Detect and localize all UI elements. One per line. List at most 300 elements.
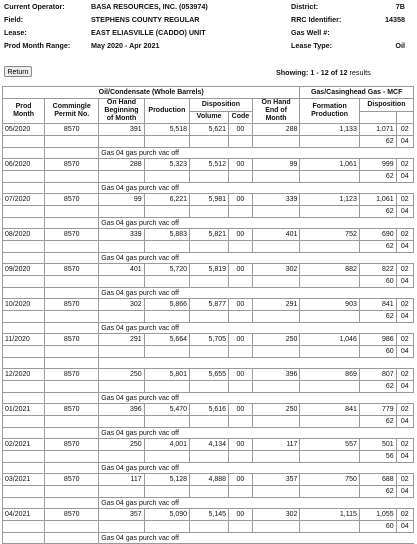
on-hand-beginning-cell: 401 xyxy=(99,264,144,276)
remark-cell xyxy=(99,358,414,369)
formation-production-cell: 1,061 xyxy=(300,159,359,171)
empty-cell xyxy=(99,416,144,428)
empty-cell xyxy=(3,311,45,323)
permit-cell: 8570 xyxy=(45,334,99,346)
empty-cell xyxy=(144,136,189,148)
table-row-remark xyxy=(3,428,414,439)
gas-disposition-code-cell: 02 xyxy=(396,264,413,276)
gas-disposition-volume-cell: 62 xyxy=(359,381,396,393)
empty-cell xyxy=(45,148,99,159)
empty-cell xyxy=(229,346,253,358)
empty-cell xyxy=(99,241,144,253)
gas-disposition-code-cell: 02 xyxy=(396,439,413,451)
table-row-detail xyxy=(3,206,414,218)
empty-cell xyxy=(99,381,144,393)
on-hand-end-cell: 250 xyxy=(252,404,300,416)
empty-cell xyxy=(3,521,45,533)
empty-cell xyxy=(45,136,99,148)
on-hand-beginning-cell: 99 xyxy=(99,194,144,206)
production-cell: 5,720 xyxy=(144,264,189,276)
empty-cell xyxy=(45,253,99,264)
table-row-remark xyxy=(3,218,414,229)
empty-cell xyxy=(45,218,99,229)
permit-cell: 8570 xyxy=(45,159,99,171)
empty-cell xyxy=(45,288,99,299)
on-hand-end-cell: 302 xyxy=(252,264,300,276)
empty-cell xyxy=(190,521,229,533)
lease-type-label: Lease Type: xyxy=(291,41,333,50)
disposition-volume-cell: 5,655 xyxy=(190,369,229,381)
gas-well-label: Gas Well #: xyxy=(291,28,330,37)
on-hand-end-cell: 291 xyxy=(252,299,300,311)
disposition-volume-cell: 5,145 xyxy=(190,509,229,521)
table-row-remark xyxy=(3,253,414,264)
rrc-identifier-label: RRC Identifier: xyxy=(291,15,342,24)
empty-cell xyxy=(300,451,359,463)
on-hand-end-cell: 396 xyxy=(252,369,300,381)
formation-production-cell: 841 xyxy=(300,404,359,416)
empty-cell xyxy=(99,346,144,358)
table-row xyxy=(3,404,414,416)
production-table xyxy=(2,86,414,544)
prod-month-cell: 07/2020 xyxy=(3,194,45,206)
formation-production-header: Formation Production xyxy=(300,99,359,124)
disposition-code-cell: 00 xyxy=(229,474,253,486)
on-hand-end-cell: 357 xyxy=(252,474,300,486)
empty-cell xyxy=(45,183,99,194)
return-button[interactable]: Return xyxy=(4,66,32,77)
empty-cell xyxy=(3,533,45,544)
gas-disposition-volume-cell: 56 xyxy=(359,451,396,463)
table-row-detail xyxy=(3,241,414,253)
empty-cell xyxy=(3,253,45,264)
empty-cell xyxy=(190,346,229,358)
remark-cell: Gas 04 gas purch vac off xyxy=(99,218,414,229)
showing-suffix: results xyxy=(349,68,371,77)
production-cell: 5,883 xyxy=(144,229,189,241)
empty-cell xyxy=(99,451,144,463)
empty-cell xyxy=(252,276,300,288)
formation-production-cell: 752 xyxy=(300,229,359,241)
empty-cell xyxy=(229,136,253,148)
empty-cell xyxy=(3,218,45,229)
on-hand-end-header: On Hand End of Month xyxy=(252,99,300,124)
formation-production-cell: 903 xyxy=(300,299,359,311)
on-hand-end-cell: 288 xyxy=(252,124,300,136)
empty-cell xyxy=(3,323,45,334)
on-hand-end-cell: 302 xyxy=(252,509,300,521)
disposition-code-cell: 00 xyxy=(229,509,253,521)
disposition-volume-cell: 4,888 xyxy=(190,474,229,486)
disposition-code-cell: 00 xyxy=(229,264,253,276)
empty-cell xyxy=(3,171,45,183)
gas-disposition-volume-cell: 62 xyxy=(359,171,396,183)
empty-cell xyxy=(144,346,189,358)
table-row-remark xyxy=(3,393,414,404)
remark-cell: Gas 04 gas purch vac off xyxy=(99,498,414,509)
empty-cell xyxy=(45,486,99,498)
disposition-volume-cell: 5,616 xyxy=(190,404,229,416)
empty-cell xyxy=(300,416,359,428)
district-value: 7B xyxy=(395,2,405,11)
disposition-volume-cell: 4,134 xyxy=(190,439,229,451)
empty-cell xyxy=(190,381,229,393)
formation-production-cell: 1,046 xyxy=(300,334,359,346)
lease-label: Lease: xyxy=(4,28,27,37)
disposition-volume-cell: 5,819 xyxy=(190,264,229,276)
empty-cell xyxy=(252,206,300,218)
empty-cell xyxy=(99,136,144,148)
empty-cell xyxy=(45,358,99,369)
empty-cell xyxy=(229,311,253,323)
formation-production-cell: 750 xyxy=(300,474,359,486)
gas-disposition-volume-cell: 999 xyxy=(359,159,396,171)
lease-type-value: Oil xyxy=(395,41,405,50)
empty-cell xyxy=(3,288,45,299)
disposition-code-cell: 00 xyxy=(229,334,253,346)
gas-disposition-code-cell: 02 xyxy=(396,334,413,346)
table-row xyxy=(3,159,414,171)
empty-cell xyxy=(144,171,189,183)
table-row-detail xyxy=(3,136,414,148)
empty-cell xyxy=(45,533,99,544)
gas-disposition-volume-cell: 986 xyxy=(359,334,396,346)
field-value: STEPHENS COUNTY REGULAR xyxy=(91,15,200,24)
gas-disposition-code-cell: 04 xyxy=(396,241,413,253)
table-row-remark xyxy=(3,183,414,194)
empty-cell xyxy=(45,451,99,463)
gas-disposition-volume-cell: 60 xyxy=(359,346,396,358)
empty-cell xyxy=(45,323,99,334)
empty-cell xyxy=(45,311,99,323)
gas-disposition-code-cell: 02 xyxy=(396,229,413,241)
empty-cell xyxy=(144,521,189,533)
prod-month-cell: 01/2021 xyxy=(3,404,45,416)
table-row xyxy=(3,264,414,276)
empty-cell xyxy=(99,171,144,183)
disposition-header: Disposition xyxy=(190,99,253,112)
empty-cell xyxy=(300,276,359,288)
prod-month-cell: 12/2020 xyxy=(3,369,45,381)
production-cell: 5,518 xyxy=(144,124,189,136)
table-row xyxy=(3,509,414,521)
permit-cell: 8570 xyxy=(45,229,99,241)
empty-cell xyxy=(300,521,359,533)
disposition-volume-cell: 5,821 xyxy=(190,229,229,241)
disposition-code-cell: 00 xyxy=(229,159,253,171)
empty-cell xyxy=(3,463,45,474)
table-row-remark xyxy=(3,323,414,334)
table-row-remark xyxy=(3,148,414,159)
disposition-code-cell: 00 xyxy=(229,229,253,241)
empty-cell xyxy=(252,136,300,148)
remark-cell: Gas 04 gas purch vac off xyxy=(99,428,414,439)
empty-cell xyxy=(3,393,45,404)
showing-label: Showing: xyxy=(276,68,309,77)
remark-cell: Gas 04 gas purch vac off xyxy=(99,463,414,474)
disposition-code-cell: 00 xyxy=(229,194,253,206)
empty-cell xyxy=(3,486,45,498)
empty-cell xyxy=(252,381,300,393)
empty-cell xyxy=(45,393,99,404)
disposition-code-cell: 00 xyxy=(229,439,253,451)
lease-header xyxy=(0,0,417,60)
permit-cell: 8570 xyxy=(45,299,99,311)
empty-cell xyxy=(229,171,253,183)
empty-cell xyxy=(300,311,359,323)
oil-group-header: Oil/Condensate (Whole Barrels) xyxy=(3,87,300,99)
empty-cell xyxy=(252,486,300,498)
production-header: Production xyxy=(144,99,189,124)
empty-cell xyxy=(3,428,45,439)
remark-cell: Gas 04 gas purch vac off xyxy=(99,288,414,299)
table-row xyxy=(3,474,414,486)
gas-disposition-code-cell: 02 xyxy=(396,159,413,171)
formation-production-cell: 557 xyxy=(300,439,359,451)
field-label: Field: xyxy=(4,15,24,24)
empty-cell xyxy=(45,276,99,288)
table-row-detail xyxy=(3,346,414,358)
empty-cell xyxy=(3,358,45,369)
empty-cell xyxy=(99,311,144,323)
gas-disposition-code-cell: 04 xyxy=(396,346,413,358)
month-range-value: May 2020 - Apr 2021 xyxy=(91,41,160,50)
production-cell: 6,221 xyxy=(144,194,189,206)
permit-cell: 8570 xyxy=(45,509,99,521)
empty-cell xyxy=(3,498,45,509)
production-cell: 5,090 xyxy=(144,509,189,521)
empty-cell xyxy=(3,241,45,253)
empty-cell xyxy=(144,206,189,218)
table-row xyxy=(3,124,414,136)
gas-disposition-volume-cell: 779 xyxy=(359,404,396,416)
empty-cell xyxy=(190,416,229,428)
table-row-detail xyxy=(3,276,414,288)
empty-cell xyxy=(45,381,99,393)
gas-disposition-volume-cell: 1,055 xyxy=(359,509,396,521)
empty-cell xyxy=(190,311,229,323)
on-hand-beginning-cell: 396 xyxy=(99,404,144,416)
commingle-permit-header: Commingle Permit No. xyxy=(45,99,99,124)
gas-disposition-code-cell: 04 xyxy=(396,311,413,323)
table-row-detail xyxy=(3,486,414,498)
on-hand-beginning-cell: 291 xyxy=(99,334,144,346)
gas-disposition-volume-cell: 62 xyxy=(359,486,396,498)
empty-cell xyxy=(45,521,99,533)
disposition-volume-cell: 5,981 xyxy=(190,194,229,206)
table-row xyxy=(3,369,414,381)
empty-cell xyxy=(300,241,359,253)
empty-cell xyxy=(300,136,359,148)
remark-cell: Gas 04 gas purch vac off xyxy=(99,323,414,334)
empty-cell xyxy=(99,521,144,533)
table-row-remark xyxy=(3,533,414,544)
gas-disposition-volume-cell: 688 xyxy=(359,474,396,486)
table-row-remark xyxy=(3,463,414,474)
gas-disposition-volume-cell: 1,061 xyxy=(359,194,396,206)
table-row-remark xyxy=(3,288,414,299)
table-row-detail xyxy=(3,451,414,463)
results-count xyxy=(276,68,371,77)
empty-cell xyxy=(144,311,189,323)
empty-cell xyxy=(229,381,253,393)
gas-disposition-code-cell: 02 xyxy=(396,474,413,486)
operator-value: BASA RESOURCES, INC. (053974) xyxy=(91,2,208,11)
permit-cell: 8570 xyxy=(45,194,99,206)
empty-cell xyxy=(3,136,45,148)
empty-cell xyxy=(45,346,99,358)
empty-cell xyxy=(300,346,359,358)
empty-cell xyxy=(3,183,45,194)
gas-disposition-code-cell: 04 xyxy=(396,276,413,288)
empty-cell xyxy=(252,521,300,533)
empty-cell xyxy=(45,416,99,428)
empty-cell xyxy=(45,171,99,183)
formation-production-cell: 869 xyxy=(300,369,359,381)
remark-cell: Gas 04 gas purch vac off xyxy=(99,183,414,194)
prod-month-cell: 05/2020 xyxy=(3,124,45,136)
gas-disposition-volume-cell: 62 xyxy=(359,416,396,428)
empty-cell xyxy=(99,486,144,498)
production-cell: 5,664 xyxy=(144,334,189,346)
permit-cell: 8570 xyxy=(45,474,99,486)
gas-disposition-code-cell: 02 xyxy=(396,194,413,206)
empty-cell xyxy=(144,416,189,428)
permit-cell: 8570 xyxy=(45,264,99,276)
table-row xyxy=(3,439,414,451)
gas-disposition-volume-cell: 841 xyxy=(359,299,396,311)
empty-cell xyxy=(190,136,229,148)
permit-cell: 8570 xyxy=(45,369,99,381)
disposition-code-cell: 00 xyxy=(229,404,253,416)
on-hand-end-cell: 117 xyxy=(252,439,300,451)
disposition-code-cell: 00 xyxy=(229,369,253,381)
on-hand-beginning-cell: 339 xyxy=(99,229,144,241)
on-hand-end-cell: 401 xyxy=(252,229,300,241)
operator-label: Current Operator: xyxy=(4,2,65,11)
gas-disposition-volume-cell: 62 xyxy=(359,206,396,218)
empty-cell xyxy=(300,206,359,218)
empty-cell xyxy=(3,206,45,218)
empty-cell xyxy=(190,276,229,288)
showing-range: 1 - 12 of 12 xyxy=(310,68,348,77)
empty-cell xyxy=(229,486,253,498)
remark-cell: Gas 04 gas purch vac off xyxy=(99,253,414,264)
on-hand-beginning-header: On Hand Beginning of Month xyxy=(99,99,144,124)
table-row-detail xyxy=(3,416,414,428)
gas-group-header: Gas/Casinghead Gas - MCF xyxy=(300,87,414,99)
gas-disposition-volume-cell: 807 xyxy=(359,369,396,381)
empty-cell xyxy=(300,381,359,393)
gas-disposition-volume-cell: 1,071 xyxy=(359,124,396,136)
on-hand-beginning-cell: 302 xyxy=(99,299,144,311)
formation-production-cell: 1,123 xyxy=(300,194,359,206)
gas-disposition-volume-cell: 501 xyxy=(359,439,396,451)
empty-cell xyxy=(45,463,99,474)
prod-month-cell: 08/2020 xyxy=(3,229,45,241)
on-hand-beginning-cell: 250 xyxy=(99,369,144,381)
empty-cell xyxy=(99,276,144,288)
district-label: District: xyxy=(291,2,319,11)
remark-cell: Gas 04 gas purch vac off xyxy=(99,533,414,544)
gas-disposition-volume-cell: 62 xyxy=(359,311,396,323)
production-cell: 5,470 xyxy=(144,404,189,416)
empty-cell xyxy=(252,451,300,463)
disposition-volume-cell: 5,512 xyxy=(190,159,229,171)
prod-month-cell: 09/2020 xyxy=(3,264,45,276)
gas-disposition-header: Disposition xyxy=(359,99,413,112)
empty-cell xyxy=(190,451,229,463)
gas-disposition-volume-cell: 60 xyxy=(359,276,396,288)
on-hand-beginning-cell: 391 xyxy=(99,124,144,136)
gas-disposition-code-cell: 04 xyxy=(396,486,413,498)
table-row-remark xyxy=(3,498,414,509)
disposition-code-cell: 00 xyxy=(229,299,253,311)
empty-cell xyxy=(229,206,253,218)
prod-month-cell: 04/2021 xyxy=(3,509,45,521)
table-row xyxy=(3,334,414,346)
gas-disposition-volume-cell: 62 xyxy=(359,136,396,148)
empty-cell xyxy=(229,241,253,253)
empty-cell xyxy=(3,276,45,288)
gas-disposition-volume-cell: 62 xyxy=(359,241,396,253)
gas-disposition-code-cell: 02 xyxy=(396,509,413,521)
permit-cell: 8570 xyxy=(45,404,99,416)
on-hand-end-cell: 250 xyxy=(252,334,300,346)
production-cell: 4,001 xyxy=(144,439,189,451)
empty-cell xyxy=(252,171,300,183)
empty-cell xyxy=(300,171,359,183)
table-row-remark xyxy=(3,358,414,369)
permit-cell: 8570 xyxy=(45,439,99,451)
prod-month-header: Prod Month xyxy=(3,99,45,124)
empty-cell xyxy=(252,241,300,253)
empty-cell xyxy=(45,428,99,439)
formation-production-cell: 1,133 xyxy=(300,124,359,136)
gas-disposition-code-cell: 02 xyxy=(396,404,413,416)
empty-cell xyxy=(229,521,253,533)
gas-disposition-code-cell: 04 xyxy=(396,416,413,428)
empty-cell xyxy=(252,416,300,428)
disposition-code-cell: 00 xyxy=(229,124,253,136)
empty-cell xyxy=(144,241,189,253)
empty-cell xyxy=(3,346,45,358)
empty-cell xyxy=(229,416,253,428)
gas-disposition-code-cell: 04 xyxy=(396,136,413,148)
empty-cell xyxy=(190,171,229,183)
prod-month-cell: 03/2021 xyxy=(3,474,45,486)
prod-month-cell: 06/2020 xyxy=(3,159,45,171)
gas-disposition-code-cell: 02 xyxy=(396,299,413,311)
month-range-label: Prod Month Range: xyxy=(4,41,71,50)
production-cell: 5,866 xyxy=(144,299,189,311)
on-hand-beginning-cell: 288 xyxy=(99,159,144,171)
gas-disposition-volume-cell: 690 xyxy=(359,229,396,241)
table-row xyxy=(3,299,414,311)
volume-header: Volume xyxy=(190,111,229,124)
on-hand-beginning-cell: 357 xyxy=(99,509,144,521)
empty-cell xyxy=(3,381,45,393)
on-hand-end-cell: 99 xyxy=(252,159,300,171)
gas-disposition-code-cell: 04 xyxy=(396,171,413,183)
gas-disposition-code-cell: 02 xyxy=(396,124,413,136)
empty-cell xyxy=(3,451,45,463)
on-hand-beginning-cell: 117 xyxy=(99,474,144,486)
empty-cell xyxy=(252,346,300,358)
empty-cell xyxy=(190,206,229,218)
table-row-detail xyxy=(3,381,414,393)
empty-cell xyxy=(45,206,99,218)
